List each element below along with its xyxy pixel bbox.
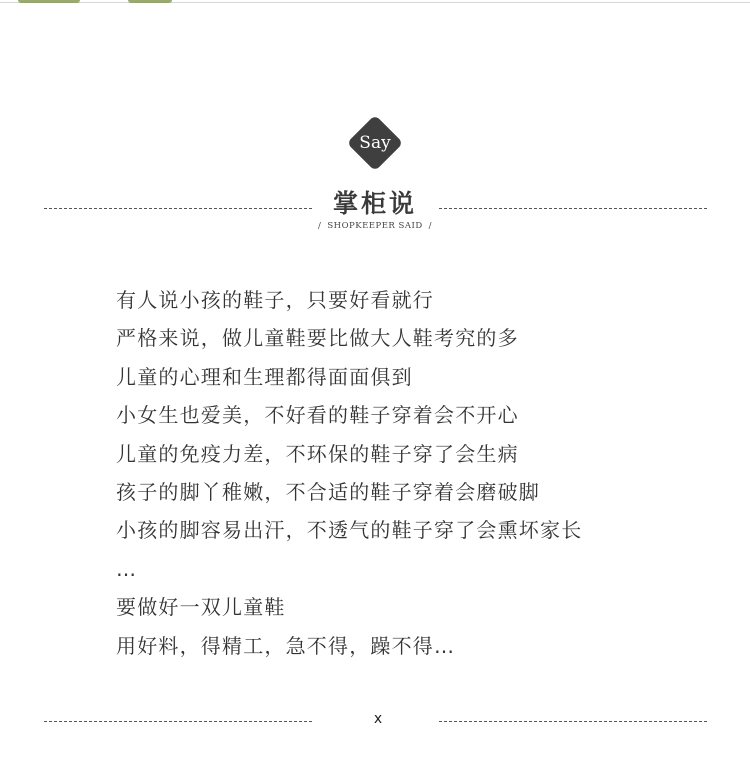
shopkeeper-message xyxy=(116,288,716,672)
message-line: 儿童的免疫力差，不环保的鞋子穿了会生病 xyxy=(116,441,519,466)
subtitle-text: SHOPKEEPER SAID xyxy=(327,221,423,231)
page-subtitle xyxy=(275,221,475,231)
say-badge xyxy=(347,115,403,171)
message-line: 小孩的脚容易出汗，不透气的鞋子穿了会熏坏家长 xyxy=(116,518,583,543)
message-line: 小女生也爱美，不好看的鞋子穿着会不开心 xyxy=(116,403,519,428)
top-divider xyxy=(0,2,750,3)
message-line: 孩子的脚丫稚嫩，不合适的鞋子穿着会磨破脚 xyxy=(116,479,540,504)
header-dashed-line-left xyxy=(44,208,312,209)
message-ellipsis: … xyxy=(116,556,138,581)
message-line: 有人说小孩的鞋子，只要好看就行 xyxy=(116,288,434,312)
top-decoration-strip xyxy=(0,0,750,6)
top-accent-right xyxy=(128,0,172,3)
message-line: 要做好一双儿童鞋 xyxy=(116,595,286,620)
message-line: 用好料，得精工，急不得，躁不得… xyxy=(116,633,456,658)
header-dashed-line-right xyxy=(439,208,707,209)
footer-dashed-line-right xyxy=(439,721,707,722)
footer-dashed-line-left xyxy=(44,721,312,722)
say-badge-label: Say xyxy=(359,133,391,153)
footer-x-mark: x xyxy=(373,711,383,727)
subtitle-slash-left: / xyxy=(317,221,322,231)
page-title: 掌柜说 xyxy=(332,189,417,218)
top-accent-left xyxy=(18,0,80,3)
message-line: 儿童的心理和生理都得面面俱到 xyxy=(116,364,413,389)
subtitle-slash-right: / xyxy=(428,221,433,231)
message-line: 严格来说，做儿童鞋要比做大人鞋考究的多 xyxy=(116,326,519,351)
